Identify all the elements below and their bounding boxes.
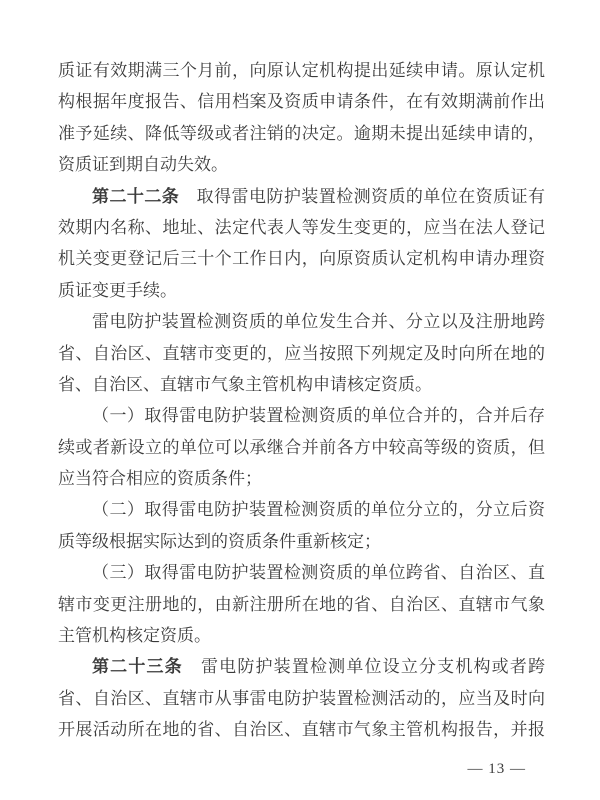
text-line: 主管机构核定资质。 <box>58 626 211 646</box>
text-line: 机关变更登记后三十个工作日内，向原资质认定机构申请办理资 <box>58 249 545 269</box>
text-line: 质证有效期满三个月前，向原认定机构提出延续申请。原认定机 <box>58 61 545 80</box>
text-line: 辖市变更注册地的，由新注册所在地的省、自治区、直辖市气象 <box>58 594 545 614</box>
text-line <box>58 181 545 212</box>
text-line: （三）取得雷电防护装置检测资质的单位跨省、自治区、直 <box>92 563 545 583</box>
text-line: 雷电防护装置检测资质的单位发生合并、分立以及注册地跨 <box>92 312 545 332</box>
text-line: 续或者新设立的单位可以承继合并前各方中较高等级的资质，但 <box>58 437 545 457</box>
text-line: （一）取得雷电防护装置检测资质的单位合并的，合并后存 <box>92 406 545 426</box>
text-line: 构根据年度报告、信用档案及资质申请条件，在有效期满前作出 <box>58 92 545 112</box>
text-line: （二）取得雷电防护装置检测资质的单位分立的，分立后资 <box>92 500 545 520</box>
text-line: 省、自治区、直辖市气象主管机构申请核定资质。 <box>58 374 432 394</box>
article-number: 第二十三条 <box>92 657 183 677</box>
text-line: 质证变更手续。 <box>58 280 177 300</box>
text-line: 质等级根据实际达到的资质条件重新核定； <box>58 531 381 551</box>
text-line: 准予延续、降低等级或者注销的决定。逾期未提出延续申请的， <box>58 123 545 143</box>
article-lead-text: 取得雷电防护装置检测资质的单位在资质证有 <box>179 186 545 206</box>
document-body <box>58 55 545 746</box>
text-line: 资质证到期自动失效。 <box>58 155 228 175</box>
text-line <box>58 651 545 682</box>
text-line: 开展活动所在地的省、自治区、直辖市气象主管机构报告，并报 <box>58 720 545 740</box>
page-number: — 13 — <box>467 761 526 777</box>
article-lead-text: 雷电防护装置检测单位设立分支机构或者跨 <box>182 657 545 677</box>
text-line: 效期内名称、地址、法定代表人等发生变更的，应当在法人登记 <box>58 217 545 237</box>
article-number: 第二十二条 <box>92 186 180 206</box>
text-line: 应当符合相应的资质条件； <box>58 469 262 489</box>
text-line: 省、自治区、直辖市变更的，应当按照下列规定及时向所在地的 <box>58 343 545 363</box>
text-line: 省、自治区、直辖市从事雷电防护装置检测活动的，应当及时向 <box>58 688 545 708</box>
